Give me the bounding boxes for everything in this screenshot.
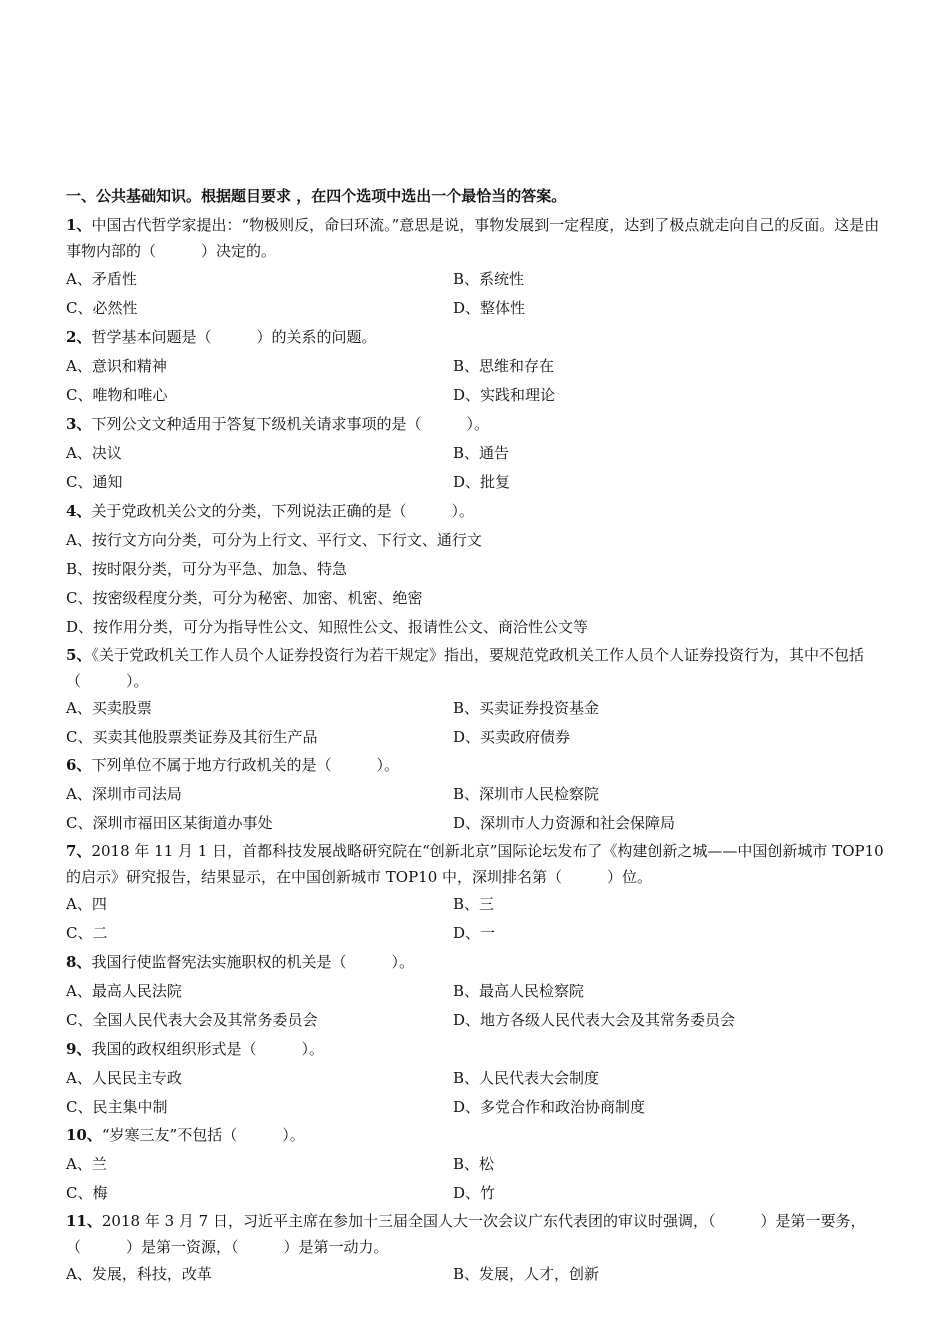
question-7 [66, 838, 889, 890]
option-c: C、通知 [66, 473, 123, 491]
option-a: A、意识和精神 [66, 357, 167, 375]
option-c: C、买卖其他股票类证券及其衍生产品 [66, 728, 318, 746]
option-b: B、思维和存在 [453, 357, 555, 375]
option-d: D、按作用分类，可分为指导性公文、知照性公文、报请性公文、商洽性公文等 [66, 618, 589, 636]
question-text: 中国古代哲学家提出：“物极则反，命曰环流。”意思是说，事物发展到一定程度，达到了极点就走向自己的反面。这是由事物内部的（ ）决定的。 [66, 216, 880, 260]
option-c: C、二 [66, 924, 108, 942]
question-text: 我国的政权组织形式是（ ）。 [91, 1040, 324, 1058]
option-b: B、按时限分类，可分为平急、加急、特急 [66, 560, 348, 578]
option-b: B、系统性 [453, 270, 525, 288]
option-b: B、通告 [453, 444, 510, 462]
question-text: 2018 年 3 月 7 日，习近平主席在参加十三届全国人大一次会议广东代表团的审议时强调，（ ）是第一要务，（ ）是第一资源，（ ）是第一动力。 [66, 1212, 866, 1256]
option-d: D、多党合作和政治协商制度 [453, 1098, 646, 1116]
question-9 [66, 1036, 884, 1062]
option-d: D、深圳市人力资源和社会保障局 [453, 814, 676, 832]
option-b: B、最高人民检察院 [453, 982, 585, 1000]
option-b: B、三 [453, 895, 495, 913]
question-number: 10、 [66, 1126, 102, 1144]
question-number: 11、 [66, 1212, 102, 1230]
question-number: 9、 [66, 1040, 92, 1058]
option-a: A、决议 [66, 444, 122, 462]
question-text: 《关于党政机关工作人员个人证券投资行为若干规定》指出，要规范党政机关工作人员个人证券投资行为，其中不包括（ ）。 [66, 646, 864, 690]
question-number: 1、 [66, 216, 92, 234]
question-text: 关于党政机关公文的分类，下列说法正确的是（ ）。 [91, 502, 474, 520]
question-text: 哲学基本问题是（ ）的关系的问题。 [91, 328, 377, 346]
option-a: A、最高人民法院 [66, 982, 182, 1000]
option-c: C、按密级程度分类，可分为秘密、加密、机密、绝密 [66, 589, 423, 607]
question-text: 下列公文文种适用于答复下级机关请求事项的是（ ）。 [91, 415, 489, 433]
question-text: 下列单位不属于地方行政机关的是（ ）。 [91, 756, 399, 774]
option-a: A、四 [66, 895, 107, 913]
option-d: D、一 [453, 924, 496, 942]
question-11 [66, 1208, 884, 1260]
option-c: C、民主集中制 [66, 1098, 168, 1116]
option-a: A、人民民主专政 [66, 1069, 182, 1087]
option-a: A、发展，科技，改革 [66, 1265, 212, 1283]
option-a: A、按行文方向分类，可分为上行文、平行文、下行文、通行文 [66, 531, 482, 549]
question-number: 8、 [66, 953, 92, 971]
option-b: B、发展，人才，创新 [453, 1265, 600, 1283]
section-heading: 一、公共基础知识。根据题目要求 ，在四个选项中选出一个最恰当的答案。 [66, 187, 567, 205]
question-2 [66, 324, 884, 350]
option-c: C、深圳市福田区某街道办事处 [66, 814, 273, 832]
option-a: A、深圳市司法局 [66, 785, 182, 803]
question-number: 4、 [66, 502, 92, 520]
question-text: 我国行使监督宪法实施职权的机关是（ ）。 [91, 953, 414, 971]
option-c: C、唯物和唯心 [66, 386, 168, 404]
option-a: A、矛盾性 [66, 270, 137, 288]
option-c: C、全国人民代表大会及其常务委员会 [66, 1011, 318, 1029]
option-d: D、批复 [453, 473, 511, 491]
question-8 [66, 949, 884, 975]
question-number: 7、 [66, 842, 92, 860]
option-a: A、兰 [66, 1155, 107, 1173]
question-number: 6、 [66, 756, 92, 774]
question-1 [66, 212, 884, 264]
option-d: D、地方各级人民代表大会及其常务委员会 [453, 1011, 736, 1029]
question-number: 3、 [66, 415, 92, 433]
option-b: B、人民代表大会制度 [453, 1069, 600, 1087]
option-d: D、竹 [453, 1184, 496, 1202]
option-d: D、整体性 [453, 299, 526, 317]
question-number: 5、 [66, 646, 92, 664]
option-b: B、买卖证券投资基金 [453, 699, 600, 717]
question-text: “岁寒三友”不包括（ ）。 [101, 1126, 305, 1144]
option-c: C、梅 [66, 1184, 108, 1202]
option-b: B、深圳市人民检察院 [453, 785, 600, 803]
option-a: A、买卖股票 [66, 699, 152, 717]
question-3 [66, 411, 884, 437]
option-d: D、实践和理论 [453, 386, 556, 404]
question-5 [66, 642, 884, 694]
question-6 [66, 752, 884, 778]
option-b: B、松 [453, 1155, 495, 1173]
question-text: 2018 年 11 月 1 日，首都科技发展战略研究院在“创新北京”国际论坛发布了《构建创新之城——中国创新城市 TOP10 的启示》研究报告，结果显示，在中国创新城市 TOP10 中，深圳排名第（ ）位。 [66, 842, 889, 886]
option-c: C、必然性 [66, 299, 138, 317]
question-4 [66, 498, 884, 524]
question-number: 2、 [66, 328, 92, 346]
option-d: D、买卖政府债券 [453, 728, 571, 746]
question-10 [66, 1122, 884, 1148]
